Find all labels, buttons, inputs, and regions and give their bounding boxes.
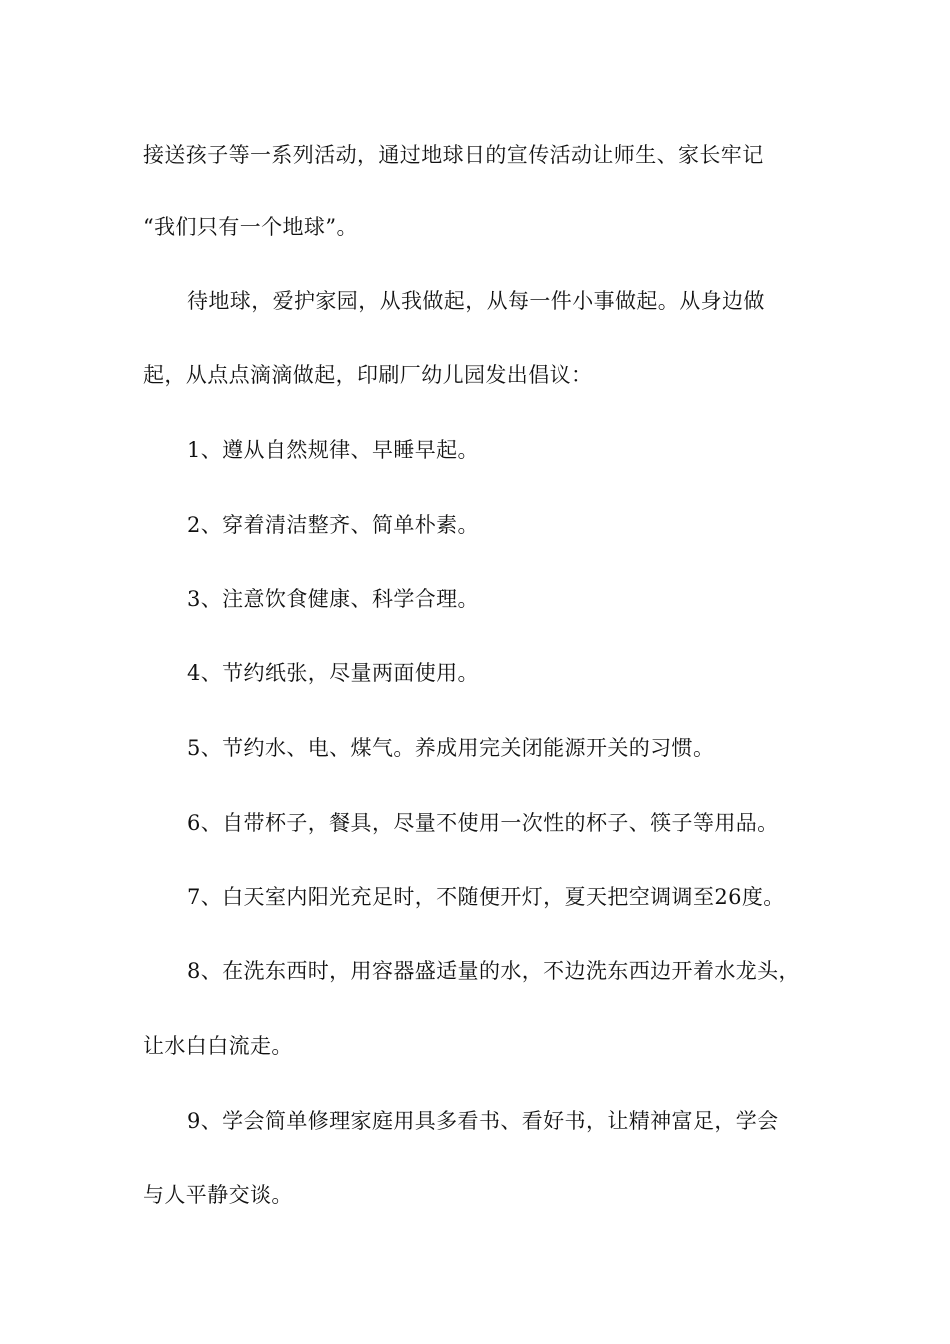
paragraph-line: “我们只有一个地球”。 bbox=[143, 215, 358, 239]
list-item: 8、在洗东西时，用容器盛适量的水，不边洗东西边开着水龙头， bbox=[187, 959, 800, 983]
list-item: 3、注意饮食健康、科学合理。 bbox=[187, 587, 479, 611]
list-item: 4、节约纸张，尽量两面使用。 bbox=[187, 661, 479, 685]
list-item-continuation: 让水白白流走。 bbox=[143, 1034, 293, 1058]
paragraph-line: 待地球，爱护家园，从我做起，从每一件小事做起。从身边做 bbox=[187, 289, 765, 313]
paragraph-line: 起，从点点滴滴做起，印刷厂幼儿园发出倡议： bbox=[143, 363, 593, 387]
list-item: 7、白天室内阳光充足时，不随便开灯，夏天把空调调至26度。 bbox=[187, 885, 785, 909]
list-item: 6、自带杯子，餐具，尽量不使用一次性的杯子、筷子等用品。 bbox=[187, 811, 779, 835]
list-item: 1、遵从自然规律、早睡早起。 bbox=[187, 438, 479, 462]
list-item: 9、学会简单修理家庭用具多看书、看好书，让精神富足，学会 bbox=[187, 1109, 779, 1133]
list-item: 2、穿着清洁整齐、简单朴素。 bbox=[187, 513, 479, 537]
list-item-continuation: 与人平静交谈。 bbox=[143, 1183, 293, 1207]
list-item: 5、节约水、电、煤气。养成用完关闭能源开关的习惯。 bbox=[187, 736, 715, 760]
paragraph-line: 接送孩子等一系列活动，通过地球日的宣传活动让师生、家长牢记 bbox=[143, 143, 764, 167]
